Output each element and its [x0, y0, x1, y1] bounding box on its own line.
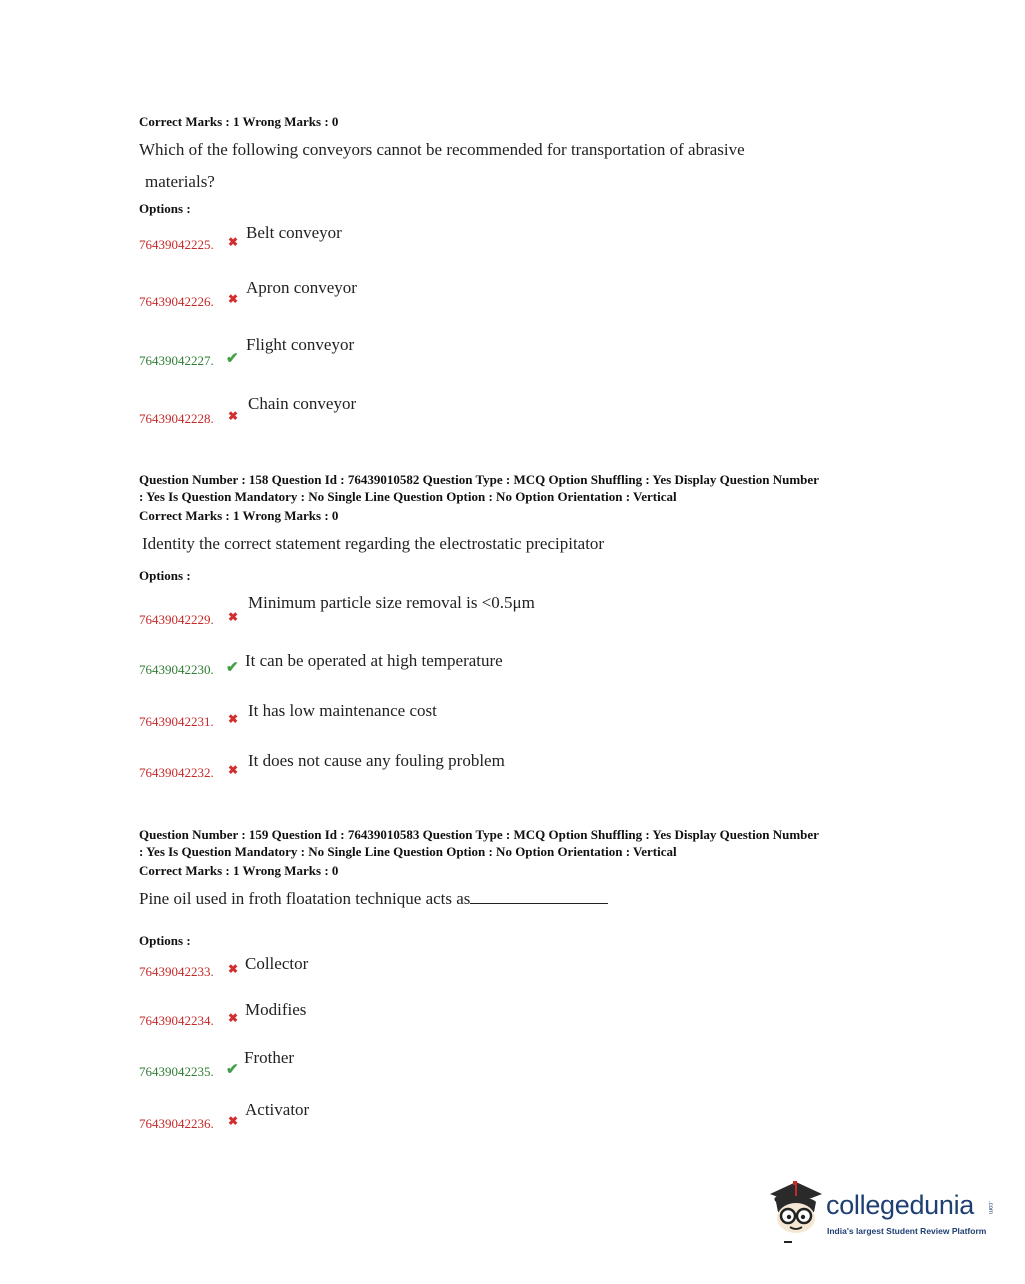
- option-id: 76439042227.: [139, 353, 214, 368]
- check-mark-icon: ✔: [226, 351, 239, 367]
- question-marks: Correct Marks : 1 Wrong Marks : 0: [139, 508, 339, 523]
- question-header-line-2: : Yes Is Question Mandatory : No Single Line Question Option : No Option Orientation : Vertical: [139, 488, 677, 504]
- logo-wordmark: collegedunia: [826, 1190, 975, 1220]
- option-id: 76439042235.: [139, 1064, 214, 1079]
- options-label: Options :: [139, 201, 191, 216]
- wrong-mark-icon: ✖: [228, 409, 239, 423]
- option-id: 76439042230.: [139, 662, 214, 677]
- option-id: 76439042225.: [139, 237, 214, 252]
- option-text[interactable]: It can be operated at high temperature: [245, 651, 503, 670]
- wrong-mark-icon: ✖: [228, 292, 239, 306]
- wrong-mark-icon: ✖: [228, 712, 239, 726]
- wrong-mark-icon: ✖: [228, 962, 239, 976]
- option-text[interactable]: Flight conveyor: [246, 335, 355, 354]
- collegedunia-logo[interactable]: [766, 1176, 996, 1246]
- logo-dotcom: .com: [987, 1201, 993, 1215]
- option-text[interactable]: Activator: [245, 1100, 310, 1119]
- option-id: 76439042234.: [139, 1013, 214, 1028]
- option-id: 76439042233.: [139, 964, 214, 979]
- question-text: [139, 889, 608, 909]
- option-id: 76439042229.: [139, 612, 214, 627]
- wrong-mark-icon: ✖: [228, 1114, 239, 1128]
- logo-tagline: India's largest Student Review Platform: [827, 1226, 987, 1236]
- question-text-line-1: Which of the following conveyors cannot be recommended for transportation of abrasive: [139, 140, 745, 159]
- question-header-line-1: Question Number : 159 Question Id : 76439010583 Question Type : MCQ Option Shuffling : Yes Display Question Number: [139, 827, 819, 842]
- option-text[interactable]: It does not cause any fouling problem: [248, 751, 505, 770]
- wrong-mark-icon: ✖: [228, 763, 239, 777]
- option-id: 76439042231.: [139, 714, 214, 729]
- option-text[interactable]: Apron conveyor: [246, 278, 357, 297]
- answer-blank: [470, 889, 608, 904]
- option-id: 76439042228.: [139, 411, 214, 426]
- mascot-icon: [766, 1176, 824, 1246]
- option-id: 76439042236.: [139, 1116, 214, 1131]
- question-header-line-2: : Yes Is Question Mandatory : No Single Line Question Option : No Option Orientation : Vertical: [139, 843, 677, 859]
- question-header: [139, 827, 909, 860]
- question-text-line-2: materials?: [145, 172, 215, 191]
- option-text[interactable]: Belt conveyor: [246, 223, 342, 242]
- question-text-content: Pine oil used in froth floatation technique acts as: [139, 889, 471, 908]
- options-label: Options :: [139, 568, 191, 583]
- option-text[interactable]: Minimum particle size removal is <0.5μm: [248, 593, 535, 612]
- wrong-mark-icon: ✖: [228, 235, 239, 249]
- question-marks: Correct Marks : 1 Wrong Marks : 0: [139, 863, 339, 878]
- question-text: Identity the correct statement regarding the electrostatic precipitator: [142, 534, 605, 553]
- option-text[interactable]: Collector: [245, 954, 309, 973]
- question-marks: Correct Marks : 1 Wrong Marks : 0: [139, 114, 339, 129]
- check-mark-icon: ✔: [226, 1062, 239, 1078]
- option-id: 76439042226.: [139, 294, 214, 309]
- question-header-line-1: Question Number : 158 Question Id : 76439010582 Question Type : MCQ Option Shuffling : Yes Display Question Number: [139, 472, 819, 487]
- option-text[interactable]: It has low maintenance cost: [248, 701, 437, 720]
- question-header: [139, 472, 909, 505]
- check-mark-icon: ✔: [226, 660, 239, 676]
- wrong-mark-icon: ✖: [228, 610, 239, 624]
- options-label: Options :: [139, 933, 191, 948]
- option-text[interactable]: Chain conveyor: [248, 394, 357, 413]
- option-text[interactable]: Modifies: [245, 1000, 307, 1019]
- wrong-mark-icon: ✖: [228, 1011, 239, 1025]
- option-id: 76439042232.: [139, 765, 214, 780]
- option-text[interactable]: Frother: [244, 1048, 295, 1067]
